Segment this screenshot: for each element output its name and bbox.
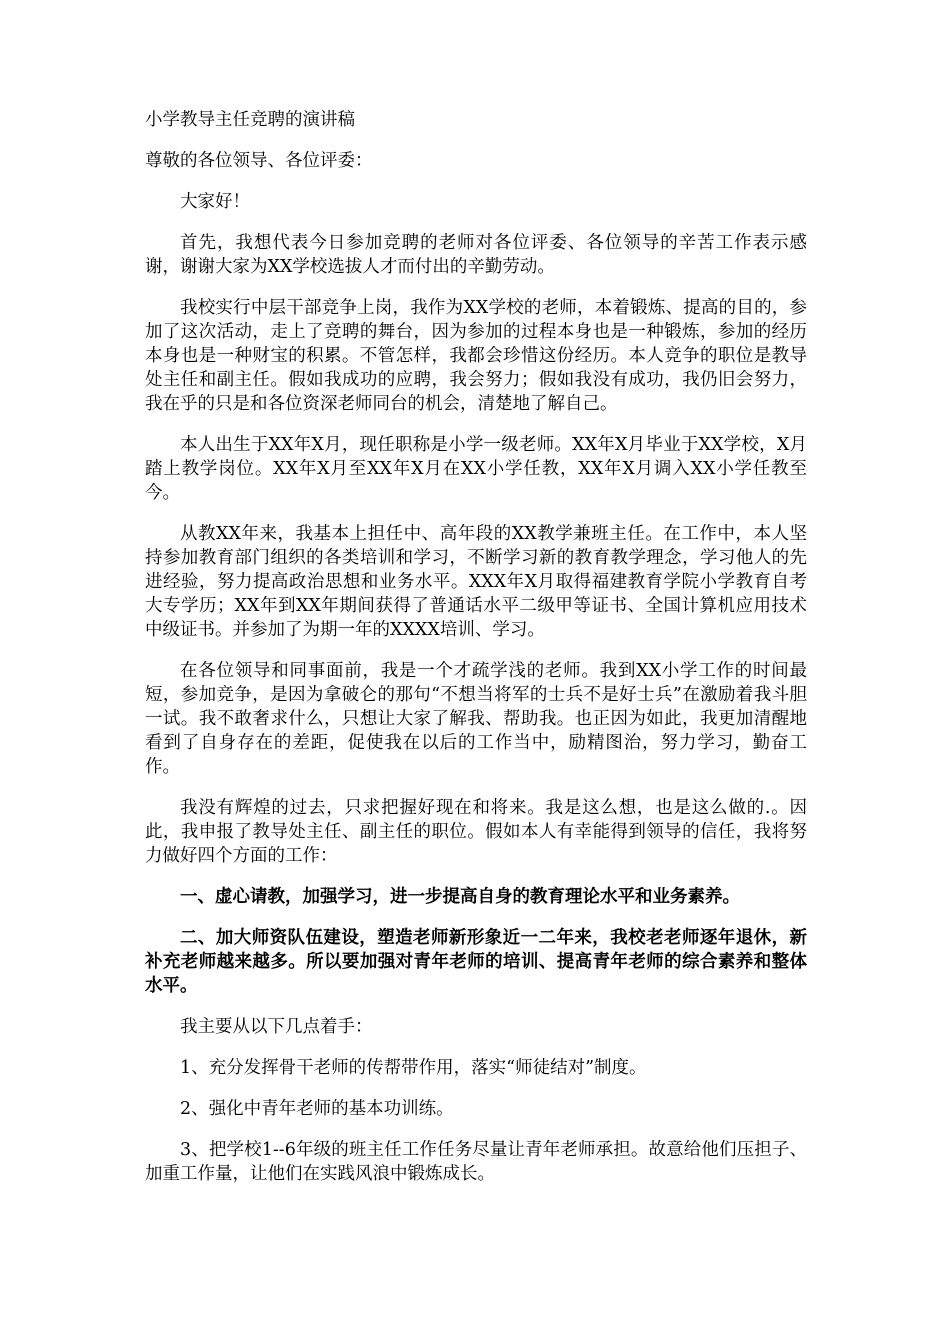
document-title: 小学教导主任竞聘的演讲稿: [145, 110, 355, 130]
salutation: 尊敬的各位领导、各位评委：: [145, 151, 373, 171]
paragraph-point-one: 一、虚心请教，加强学习，进一步提高自身的教育理论水平和业务素养。: [180, 887, 740, 907]
list-item-mentoring: 1、充分发挥骨干老师的传帮带作用，落实“师徒结对”制度。: [180, 1058, 647, 1078]
document-page: [145, 108, 807, 1203]
list-item-training: 2、强化中青年老师的基本功训练。: [180, 1099, 454, 1119]
paragraph-greeting: 大家好！: [180, 192, 250, 212]
list-item-homeroom: 3、把学校1--6年级的班主任工作任务尽量让青年老师承担。故意给他们压担子、加重工作量，让他们在实践风浪中锻炼成长。: [145, 1140, 807, 1184]
paragraph-background: 本人出生于XX年X月，现任职称是小学一级老师。XX年X月毕业于XX学校，X月踏上教学岗位。XX年X月至XX年X月在XX小学任教，XX年X月调入XX小学任教至今。: [145, 435, 807, 503]
paragraph-motivation: 我校实行中层干部竞争上岗，我作为XX学校的老师，本着锻炼、提高的目的，参加了这次活动，走上了竞聘的舞台，因为参加的过程本身也是一种锻炼，参加的经历本身也是一种财宝的积累。不管怎样，我都会珍惜这份经历。本人竞争的职位是教导处主任和副主任。假如我成功的应聘，我会努力；假如我没有成功，我仍旧会努力，我在乎的只是和各位资深老师同台的机会，清楚地了解自己。: [145, 298, 807, 414]
paragraph-experience: 从教XX年来，我基本上担任中、高年段的XX教学兼班主任。在工作中，本人坚持参加教育部门组织的各类培训和学习，不断学习新的教育教学理念，学习他人的先进经验，努力提高政治思想和业务水平。XXX年X月取得福建教育学院小学教育自考大专学历；XX年到XX年期间获得了普通话水平二级甲等证书、全国计算机应用技术中级证书。并参加了为期一年的XXXX培训、学习。: [145, 524, 807, 640]
paragraph-approach-intro: 我主要从以下几点着手：: [180, 1017, 373, 1037]
paragraph-point-two: 二、加大师资队伍建设，塑造老师新形象近一二年来，我校老老师逐年退休，新补充老师越来越多。所以要加强对青年老师的培训、提高青年老师的综合素养和整体水平。: [145, 928, 807, 996]
paragraph-thanks: 首先，我想代表今日参加竞聘的老师对各位评委、各位领导的辛苦工作表示感谢，谢谢大家为XX学校选拔人才而付出的辛勤劳动。: [145, 233, 807, 277]
paragraph-humility: 在各位领导和同事面前，我是一个才疏学浅的老师。我到XX小学工作的时间最短，参加竞争，是因为拿破仑的那句“不想当将军的士兵不是好士兵”在激励着我斗胆一试。我不敢奢求什么，只想让大家了解我、帮助我。也正因为如此，我更加清醒地看到了自身存在的差距，促使我在以后的工作当中，励精图治，努力学习，勤奋工作。: [145, 661, 807, 777]
paragraph-application: 我没有辉煌的过去，只求把握好现在和将来。我是这么想，也是这么做的.。因此，我申报了教导处主任、副主任的职位。假如本人有幸能得到领导的信任，我将努力做好四个方面的工作：: [145, 798, 807, 866]
